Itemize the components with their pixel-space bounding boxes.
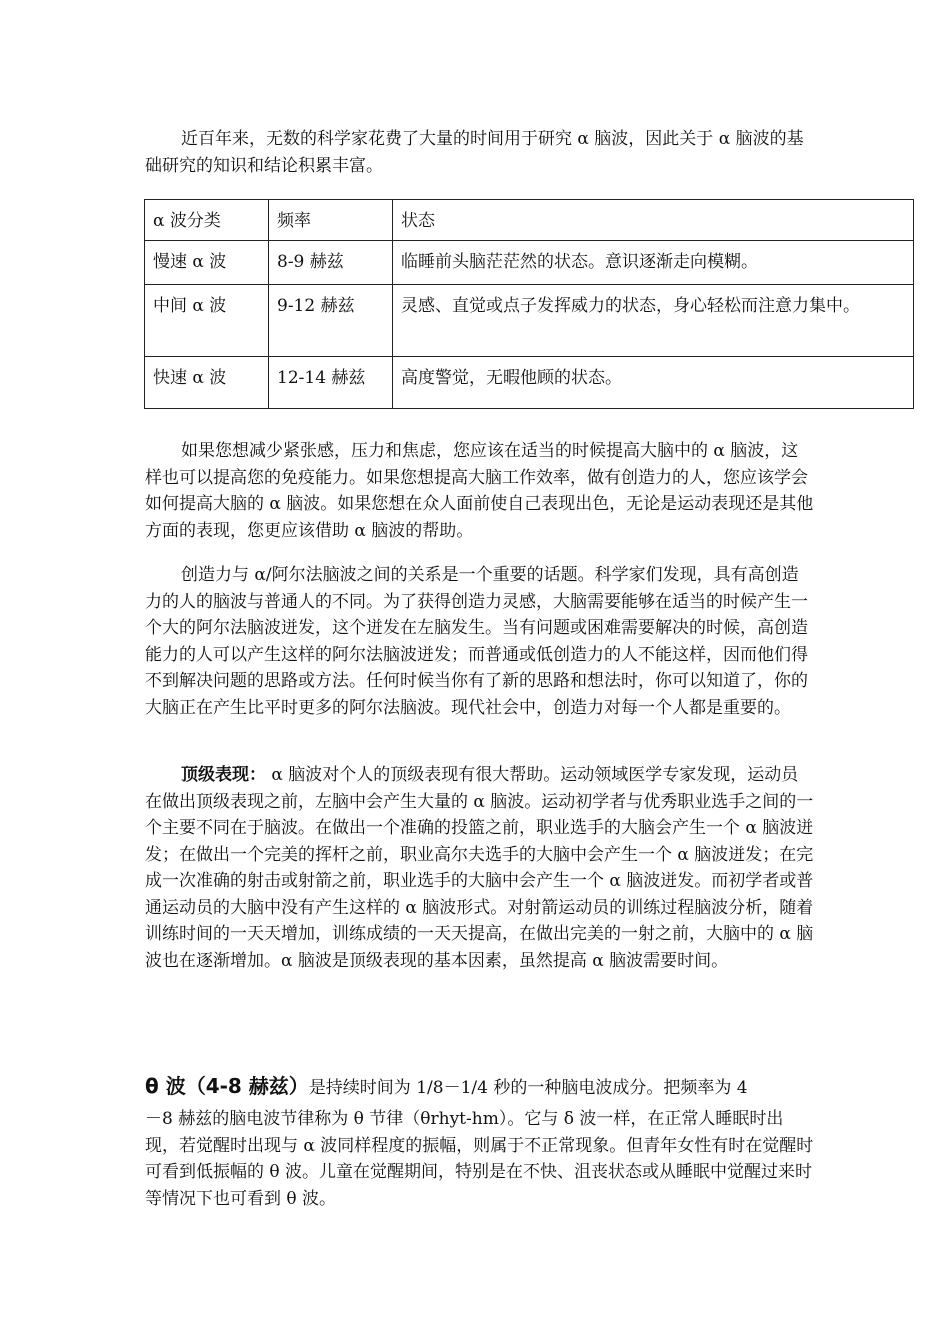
table-cell: 9-12 赫兹: [269, 285, 393, 357]
table-header-cell: 频率: [269, 200, 393, 241]
table-cell: 中间 α 波: [145, 285, 269, 357]
top-performance-label: 顶级表现：: [181, 765, 266, 785]
table-cell: 灵感、直觉或点子发挥威力的状态，身心轻松而注意力集中。: [393, 285, 914, 357]
theta-body-paragraph: －8 赫兹的脑电波节律称为 θ 节律（θrhyt-hm）。它与 δ 波一样，在正常人睡眠时出现，若觉醒时出现与 α 波同样程度的振幅，则属于不正常现象。但青年女性有时在觉醒时可看到低振幅的 θ 波。儿童在觉醒期间，特别是在不快、沮丧状态或从睡眠中觉醒过来时等情况下也可看到 θ 波。: [145, 1109, 814, 1209]
stress-paragraph: 如果您想减少紧张感，压力和焦虑，您应该在适当的时候提高大脑中的 α 脑波，这样也可以提高您的免疫能力。如果您想提高大脑工作效率，做有创造力的人，您应该学会如何提高大脑的 α 脑波。如果您想在众人面前使自己表现出色，无论是运动表现还是其他方面的表现，您更应该借助 α 脑波的帮助。: [145, 441, 814, 541]
top-performance-text: α 脑波对个人的顶级表现有很大帮助。运动领域医学专家发现，运动员在做出顶级表现之前，左脑中会产生大量的 α 脑波。运动初学者与优秀职业选手之间的一个主要不同在于脑波。在做出一个准确的投篮之前，职业选手的大脑会产生一个 α 脑波迸发；在做出一个完美的挥杆之前，职业高尔夫选手的大脑中会产生一个 α 脑波迸发；在完成一次准确的射击或射箭之前，职业选手的大脑中会产生一个 α 脑波迸发。而初学者或普通运动员的大脑中没有产生这样的 α 脑波形式。对射箭运动员的训练过程脑波分析，随着训练时间的一天天增加，训练成绩的一天天提高，在做出完美的一射之前，大脑中的 α 脑波也在逐渐增加。α 脑波是顶级表现的基本因素，虽然提高 α 脑波需要时间。: [145, 765, 814, 971]
table-cell: 慢速 α 波: [145, 241, 269, 285]
table-header-cell: 状态: [393, 200, 914, 241]
table-cell: 8-9 赫兹: [269, 241, 393, 285]
table-header-row: [145, 200, 914, 241]
table-cell: 12-14 赫兹: [269, 357, 393, 409]
table-row: [145, 285, 914, 357]
table-header-cell: α 波分类: [145, 200, 269, 241]
table-row: [145, 241, 914, 285]
creativity-paragraph: 创造力与 α/阿尔法脑波之间的关系是一个重要的话题。科学家们发现，具有高创造力的人的脑波与普通人的不同。为了获得创造力灵感，大脑需要能够在适当的时候产生一个大的阿尔法脑波迸发，这个迸发在左脑发生。当有问题或困难需要解决的时候，高创造能力的人可以产生这样的阿尔法脑波迸发；而普通或低创造力的人不能这样，因而他们得不到解决问题的思路或方法。任何时候当你有了新的思路和想法时，你可以知道了，你的大脑正在产生比平时更多的阿尔法脑波。现代社会中，创造力对每一个人都是重要的。: [145, 565, 808, 718]
top-performance-paragraph: [145, 762, 815, 974]
theta-heading-line: [145, 1071, 825, 1103]
table-cell: 快速 α 波: [145, 357, 269, 409]
theta-lead: 是持续时间为 1/8－1/4 秒的一种脑电波成分。把频率为 4: [308, 1078, 748, 1098]
table-cell: 高度警觉，无暇他顾的状态。: [393, 357, 914, 409]
alpha-wave-table: [144, 199, 914, 409]
table-row: [145, 357, 914, 409]
table-cell: 临睡前头脑茫茫然的状态。意识逐渐走向模糊。: [393, 241, 914, 285]
theta-heading: θ 波（4-8 赫兹）: [145, 1074, 309, 1098]
intro-paragraph: 近百年来，无数的科学家花费了大量的时间用于研究 α 脑波，因此关于 α 脑波的基础研究的知识和结论积累丰富。: [145, 129, 804, 176]
